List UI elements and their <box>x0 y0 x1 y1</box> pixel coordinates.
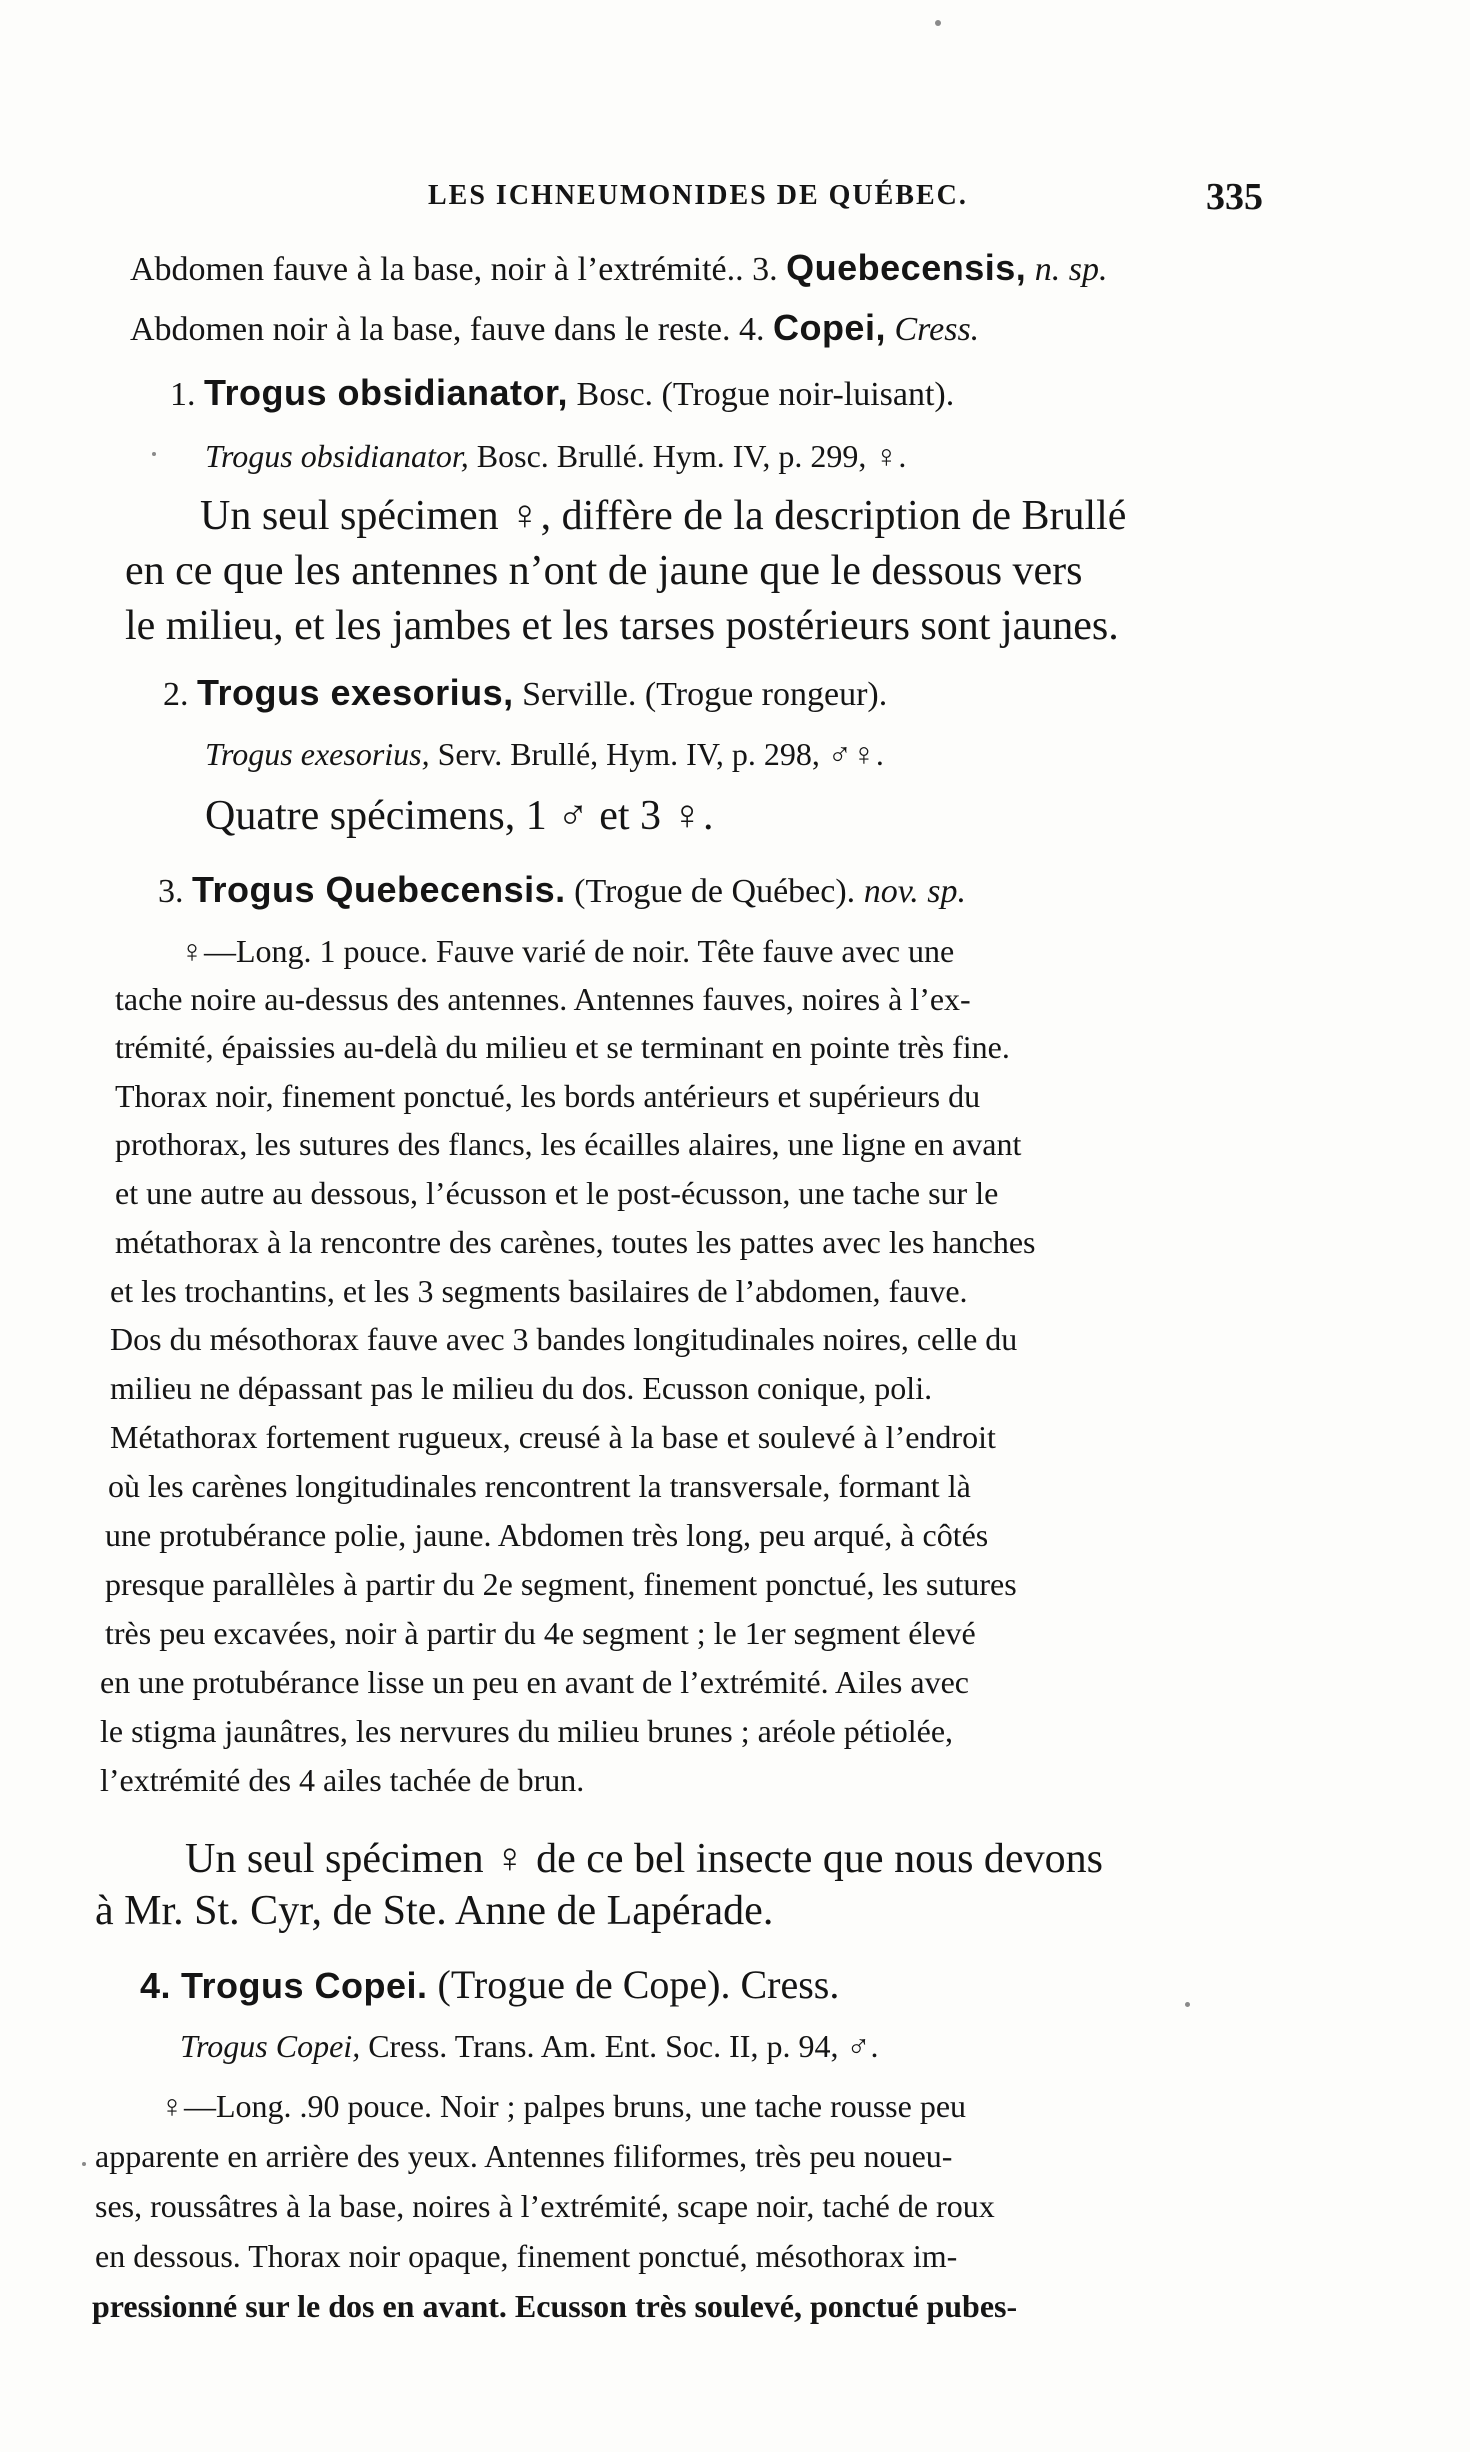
species-1-note-line-1: Un seul spécimen ♀, diffère de la description de Brullé <box>200 493 1127 539</box>
scan-speck <box>1185 2002 1190 2007</box>
species-3-desc-line: trémité, épaissies au-delà du milieu et se terminant en pointe très fine. <box>115 1029 1010 1065</box>
species-3-desc-line: l’extrémité des 4 ailes tachée de brun. <box>100 1762 585 1798</box>
species-4-number: 4. <box>140 1965 172 2006</box>
species-4-syn-name: Trogus Copei, <box>180 2028 361 2064</box>
species-3-note-line-2: à Mr. St. Cyr, de Ste. Anne de Lapérade. <box>95 1888 774 1934</box>
species-4-desc-line: ses, roussâtres à la base, noires à l’extrémité, scape noir, taché de roux <box>95 2188 995 2224</box>
species-3-desc-line: Thorax noir, finement ponctué, les bords antérieurs et supérieurs du <box>115 1078 981 1114</box>
species-4-syn-ref: Cress. Trans. Am. Ent. Soc. II, p. 94, ♂. <box>368 2028 879 2064</box>
species-1-note-line-3: le milieu, et les jambes et les tarses postérieurs sont jaunes. <box>125 603 1119 649</box>
species-3-desc-line: Métathorax fortement rugueux, creusé à la base et soulevé à l’endroit <box>110 1419 996 1455</box>
scan-speck <box>82 2162 86 2166</box>
species-4-desc-line: pressionné sur le dos en avant. Ecusson très soulevé, ponctué pubes- <box>92 2288 1018 2324</box>
species-4-name: Trogus Copei. <box>181 1965 428 2006</box>
species-1-name: Trogus obsidianator, <box>204 372 569 413</box>
scan-speck <box>935 20 941 26</box>
species-2-tail: Serville. (Trogue rongeur). <box>522 676 888 713</box>
species-4-desc-line: ♀—Long. .90 pouce. Noir ; palpes bruns, une tache rousse peu <box>160 2088 967 2124</box>
key-line-2-text: Abdomen noir à la base, fauve dans le reste. 4. <box>130 311 765 348</box>
species-1-number: 1. <box>170 376 196 413</box>
species-2-name: Trogus exesorius, <box>197 672 514 713</box>
species-1-syn-ref: Bosc. Brullé. Hym. IV, p. 299, ♀. <box>476 438 907 474</box>
scan-speck <box>152 452 156 456</box>
species-2-number: 2. <box>163 676 189 713</box>
species-1-note-line-2: en ce que les antennes n’ont de jaune que le dessous vers <box>125 548 1083 594</box>
species-2-syn-ref: Serv. Brullé, Hym. IV, p. 298, ♂♀. <box>437 736 884 772</box>
species-3-heading <box>158 869 966 910</box>
key-line-1-authority: n. sp. <box>1034 251 1108 288</box>
species-3-desc-line: et les trochantins, et les 3 segments basilaires de l’abdomen, fauve. <box>110 1273 968 1309</box>
species-3-desc-line: où les carènes longitudinales rencontrent la transversale, formant là <box>108 1468 971 1504</box>
species-3-desc-line: prothorax, les sutures des flancs, les écailles alaires, une ligne en avant <box>115 1126 1022 1162</box>
species-1-synonymy <box>205 440 906 472</box>
species-3-desc-line: en une protubérance lisse un peu en avant de l’extrémité. Ailes avec <box>100 1664 969 1700</box>
key-line-1-taxon: Quebecensis, <box>786 247 1027 288</box>
species-4-desc-line: apparente en arrière des yeux. Antennes filiformes, très peu noueu- <box>95 2138 953 2174</box>
species-2-syn-name: Trogus exesorius, <box>205 736 430 772</box>
running-title: LES ICHNEUMONIDES DE QUÉBEC. <box>428 180 968 211</box>
key-line-2-authority: Cress. <box>894 311 980 348</box>
species-2-heading <box>163 672 888 713</box>
species-3-desc-line: ♀—Long. 1 pouce. Fauve varié de noir. Tête fauve avec une <box>180 933 955 969</box>
species-1-heading <box>170 372 955 413</box>
species-3-note-line-1: Un seul spécimen ♀ de ce bel insecte que nous devons <box>185 1836 1103 1882</box>
page-number: 335 <box>1206 176 1263 218</box>
species-3-desc-line: une protubérance polie, jaune. Abdomen très long, peu arqué, à côtés <box>105 1517 989 1553</box>
species-2-note: Quatre spécimens, 1 ♂ et 3 ♀. <box>205 793 714 839</box>
species-3-desc-line: le stigma jaunâtres, les nervures du milieu brunes ; aréole pétiolée, <box>100 1713 954 1749</box>
key-line-1-text: Abdomen fauve à la base, noir à l’extrémité.. 3. <box>130 251 778 288</box>
species-1-tail: Bosc. (Trogue noir-luisant). <box>576 376 955 413</box>
key-line-2-taxon: Copei, <box>772 307 886 348</box>
species-1-syn-name: Trogus obsidianator, <box>205 438 469 474</box>
species-4-tail: (Trogue de Cope). Cress. <box>437 1962 840 2007</box>
species-3-desc-line: tache noire au-dessus des antennes. Antennes fauves, noires à l’ex- <box>115 981 971 1017</box>
species-3-desc-line: très peu excavées, noir à partir du 4e segment ; le 1er segment élevé <box>105 1615 976 1651</box>
key-line-1 <box>130 247 1108 288</box>
species-4-synonymy <box>180 2030 878 2062</box>
species-4-desc-line: en dessous. Thorax noir opaque, finement ponctué, mésothorax im- <box>95 2238 958 2274</box>
species-4-heading <box>140 1962 840 2007</box>
species-3-desc-line: métathorax à la rencontre des carènes, toutes les pattes avec les hanches <box>115 1224 1036 1260</box>
species-2-synonymy <box>205 738 884 770</box>
species-3-desc-line: et une autre au dessous, l’écusson et le post-écusson, une tache sur le <box>115 1175 999 1211</box>
key-line-2 <box>130 307 980 348</box>
species-3-desc-line: presque parallèles à partir du 2e segment, finement ponctué, les sutures <box>105 1566 1017 1602</box>
species-3-tail: (Trogue de Québec). <box>574 873 856 910</box>
species-3-desc-line: Dos du mésothorax fauve avec 3 bandes longitudinales noires, celle du <box>110 1321 1018 1357</box>
species-3-tail-italic: nov. sp. <box>863 873 966 910</box>
species-3-number: 3. <box>158 873 184 910</box>
species-3-name: Trogus Quebecensis. <box>192 869 566 910</box>
species-3-desc-line: milieu ne dépassant pas le milieu du dos. Ecusson conique, poli. <box>110 1370 933 1406</box>
